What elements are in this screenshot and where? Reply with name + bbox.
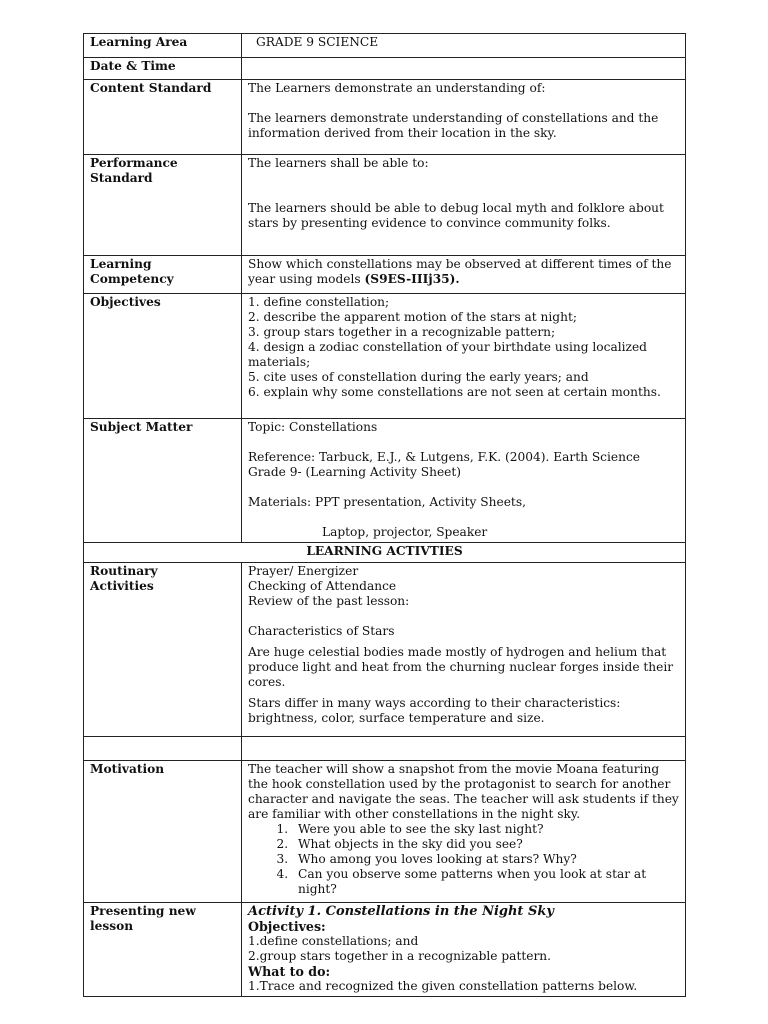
value-learning-area	[242, 34, 686, 58]
label-competency-line2: Competency	[90, 272, 174, 286]
activity-objective: 1.define constellations; and	[248, 934, 419, 948]
routinary-para-1: Are huge celestial bodies made mostly of hydrogen and helium that produce light and heat from the churning nuclear forges inside their cores.	[248, 645, 674, 689]
question-item: 2. What objects in the sky did you see?	[292, 837, 679, 852]
performance-intro: The learners shall be able to:	[248, 156, 429, 170]
motivation-text: The teacher will show a snapshot from the movie Moana featuring the hook constellation used by the protagonist to search for another character and navigate the seas. The teacher will ask students if they are familiar with other constellations in the night sky.	[248, 762, 679, 821]
activity-objective: 2.group stars together in a recognizable pattern.	[248, 949, 552, 963]
label-objectives: Objectives	[84, 294, 242, 419]
row-learning-area	[84, 34, 686, 58]
label-routinary	[84, 563, 242, 737]
objective-item: 1. define constellation;	[248, 295, 390, 309]
row-objectives	[84, 294, 686, 419]
label-learning-area: Learning Area	[84, 34, 242, 58]
competency-text: Show which constellations may be observed at different times of the year using models	[248, 257, 672, 286]
routinary-line: Checking of Attendance	[248, 579, 397, 593]
subject-materials: Materials: PPT presentation, Activity Sheets,	[248, 495, 526, 509]
learning-activities-header: LEARNING ACTIVTIES	[84, 543, 686, 563]
routinary-para-2: Stars differ in many ways according to their characteristics: brightness, color, surface temperature and size.	[248, 696, 621, 725]
value-performance-standard	[242, 155, 686, 256]
label-routinary-line2: Activities	[90, 579, 154, 593]
label-performance-line1: Performance	[90, 156, 178, 170]
content-standard-text: The learners demonstrate understanding of constellations and the information derived from their location in the sky.	[248, 111, 659, 140]
label-date-time: Date & Time	[84, 58, 242, 80]
row-subject-matter	[84, 419, 686, 543]
label-routinary-line1: Routinary	[90, 564, 158, 578]
label-subject-matter: Subject Matter	[84, 419, 242, 543]
value-motivation	[242, 761, 686, 903]
routinary-topic: Characteristics of Stars	[248, 624, 395, 638]
value-content-standard	[242, 80, 686, 155]
activity-step: 1.Trace and recognized the given constellation patterns below.	[248, 979, 638, 993]
value-subject-matter	[242, 419, 686, 543]
objective-item: 5. cite uses of constellation during the early years; and	[248, 370, 589, 384]
label-competency-line1: Learning	[90, 257, 152, 271]
value-objectives	[242, 294, 686, 419]
row-date-time	[84, 58, 686, 80]
subject-materials-2: Laptop, projector, Speaker	[322, 525, 488, 539]
what-to-do-heading: What to do:	[248, 964, 331, 979]
empty-cell-right	[242, 737, 686, 761]
label-learning-competency	[84, 256, 242, 294]
label-content-standard: Content Standard	[84, 80, 242, 155]
objectives-heading: Objectives:	[248, 919, 326, 934]
value-presenting	[242, 903, 686, 997]
content-standard-intro: The Learners demonstrate an understanding of:	[248, 81, 546, 95]
routinary-line: Prayer/ Energizer	[248, 564, 359, 578]
lesson-plan-table	[83, 33, 686, 997]
empty-cell-left	[84, 737, 242, 761]
question-item: 3. Who among you loves looking at stars? Why?	[292, 852, 679, 867]
subject-reference: Reference: Tarbuck, E.J., & Lutgens, F.K. (2004). Earth Science Grade 9- (Learning Activity Sheet)	[248, 450, 641, 479]
label-motivation: Motivation	[84, 761, 242, 903]
row-learning-competency	[84, 256, 686, 294]
row-motivation	[84, 761, 686, 903]
row-content-standard	[84, 80, 686, 155]
competency-code: (S9ES-IIIj35).	[364, 272, 460, 286]
value-learning-competency	[242, 256, 686, 294]
label-presenting	[84, 903, 242, 997]
row-performance-standard	[84, 155, 686, 256]
label-performance-line2: Standard	[90, 171, 153, 185]
objective-item: 6. explain why some constellations are not seen at certain months.	[248, 385, 661, 399]
value-routinary	[242, 563, 686, 737]
grade-subject: GRADE 9 SCIENCE	[256, 35, 379, 49]
activity-title: Activity 1. Constellations in the Night Sky	[248, 904, 554, 919]
question-item: 4. Can you observe some patterns when you look at star at night?	[292, 867, 679, 897]
label-presenting-line1: Presenting new	[90, 904, 196, 918]
value-date-time	[242, 58, 686, 80]
row-presenting-new-lesson	[84, 903, 686, 997]
routinary-line: Review of the past lesson:	[248, 594, 410, 608]
motivation-questions	[248, 822, 679, 897]
objective-item: 2. describe the apparent motion of the stars at night;	[248, 310, 577, 324]
label-performance-standard	[84, 155, 242, 256]
subject-topic: Topic: Constellations	[248, 420, 378, 434]
row-routinary	[84, 563, 686, 737]
objective-item: 3. group stars together in a recognizable pattern;	[248, 325, 556, 339]
row-learning-activities	[84, 543, 686, 563]
question-item: 1. Were you able to see the sky last night?	[292, 822, 679, 837]
row-empty	[84, 737, 686, 761]
label-presenting-line2: lesson	[90, 919, 134, 933]
performance-text: The learners should be able to debug local myth and folklore about stars by presenting evidence to convince community folks.	[248, 201, 664, 230]
objective-item: 4. design a zodiac constellation of your birthdate using localized materials;	[248, 340, 647, 369]
